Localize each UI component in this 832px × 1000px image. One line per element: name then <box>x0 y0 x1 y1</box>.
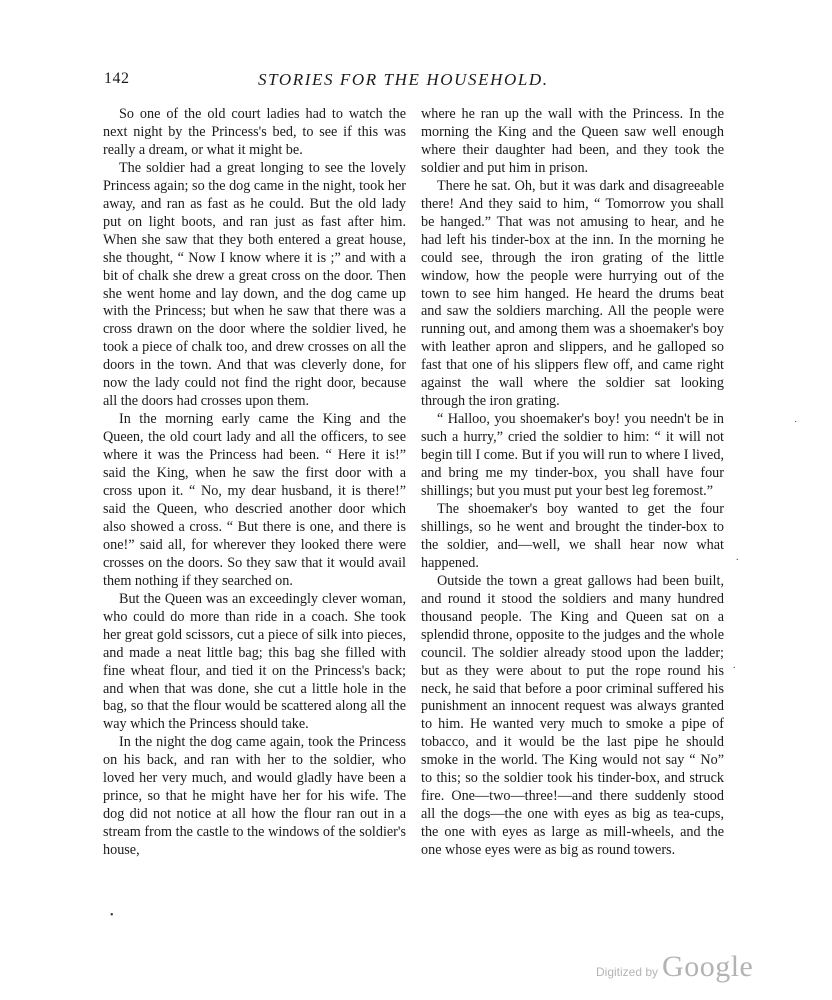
paragraph: “ Halloo, you shoemaker's boy! you needn't be in such a hurry,” cried the soldier to him: “ it will not begin till I come. But if you will run to where I lived, and bring me my tinder-box, you shall have four shillings; but you must put your best leg foremost.” <box>421 411 724 500</box>
left-column <box>103 106 406 860</box>
digitized-watermark <box>596 950 753 984</box>
paragraph: Outside the town a great gallows had been built, and round it stood the soldiers and many hundred thousand people. The King and Queen sat on a splendid throne, opposite to the judges and the whole council. The soldier already stood upon the ladder; but as they were about to put the rope round his neck, he said that before a poor criminal suffered his punishment an innocent request was always granted to him. He wanted very much to smoke a pipe of tobacco, and it would be the last pipe he should smoke in the world. The King would not say “ No” to this; so the soldier took his tinder-box, and struck fire. One—two—three!—and there suddenly stood all the dogs—the one with eyes as big as tea-cups, the one with eyes as large as mill-wheels, and the one whose eyes were as big as round towers. <box>421 572 724 859</box>
digitized-by-text: Digitized by <box>596 965 659 979</box>
paragraph: where he ran up the wall with the Princess. In the morning the King and the Queen saw well enough where their daughter had been, and they took the soldier and put him in prison. <box>421 106 724 176</box>
paragraph: So one of the old court ladies had to watch the next night by the Princess's bed, to see if this was really a dream, or what it might be. <box>103 106 406 158</box>
right-column <box>421 106 724 860</box>
paragraph: In the night the dog came again, took the Princess on his back, and ran with her to the soldier, who loved her very much, and would gladly have been a prince, so that he might have her for his wife. The dog did not notice at all how the flour ran out in a stream from the castle to the windows of the soldier's house, <box>103 734 406 859</box>
stray-mark: . <box>733 660 736 671</box>
paragraph: In the morning early came the King and the Queen, the old court lady and all the officers, to see where it was the Princess had been. “ Here it is!” said the King, when he saw the first door with a cross upon it. “ No, my dear husband, it is there!” said the Queen, who descried another door which also showed a cross. “ But there is one, and there is one!” said all, for wherever they looked there were crosses on the doors. So they saw that it would avail them nothing if they searched on. <box>103 411 406 589</box>
paragraph: The soldier had a great longing to see the lovely Princess again; so the dog came in the night, took her away, and ran as fast as he could. But the old lady put on light boots, and ran just as fast after him. When she saw that they both entered a great house, she thought, “ Now I know where it is ;” and with a bit of chalk she drew a great cross on the door. Then she went home and lay down, and the dog came up with the Princess; but when he saw that there was a cross drawn on the door where the soldier lived, he took a piece of chalk too, and drew crosses on all the doors in the town. And that was cleverly done, for now the lady could not find the right door, because all the doors had crosses upon them. <box>103 159 406 410</box>
paragraph: There he sat. Oh, but it was dark and disagreeable there! And they said to him, “ Tomorrow you shall be hanged.” That was not amusing to hear, and he had left his tinder-box at the inn. In the morning he could see, through the iron grating of the little window, how the people were hurrying out of the town to see him hanged. He heard the drums beat and saw the soldiers marching. All the people were running out, and among them was a shoemaker's boy with leather apron and slippers, and he galloped so fast that one of his slippers flew off, and came right against the wall where the soldier sat looking through the iron grating. <box>421 177 724 410</box>
paragraph: But the Queen was an exceedingly clever woman, who could do more than ride in a coach. She took her great gold scissors, cut a piece of silk into pieces, and made a neat little bag; this bag she filled with fine wheat flour, and tied it on the Princess's back; and when that was done, she cut a little hole in the bag, so that the flour would be scattered along all the way which the Princess should take. <box>103 590 406 733</box>
stray-mark: ˙ <box>794 420 798 431</box>
page-number: 142 <box>104 70 130 87</box>
paragraph: The shoemaker's boy wanted to get the four shillings, so he went and brought the tinder-box to the soldier, and—well, we shall hear now what happened. <box>421 500 724 571</box>
stray-mark: • <box>110 910 114 921</box>
running-head: STORIES FOR THE HOUSEHOLD. <box>258 70 549 89</box>
stray-mark: . <box>736 552 739 563</box>
google-logo: Google <box>662 950 754 983</box>
